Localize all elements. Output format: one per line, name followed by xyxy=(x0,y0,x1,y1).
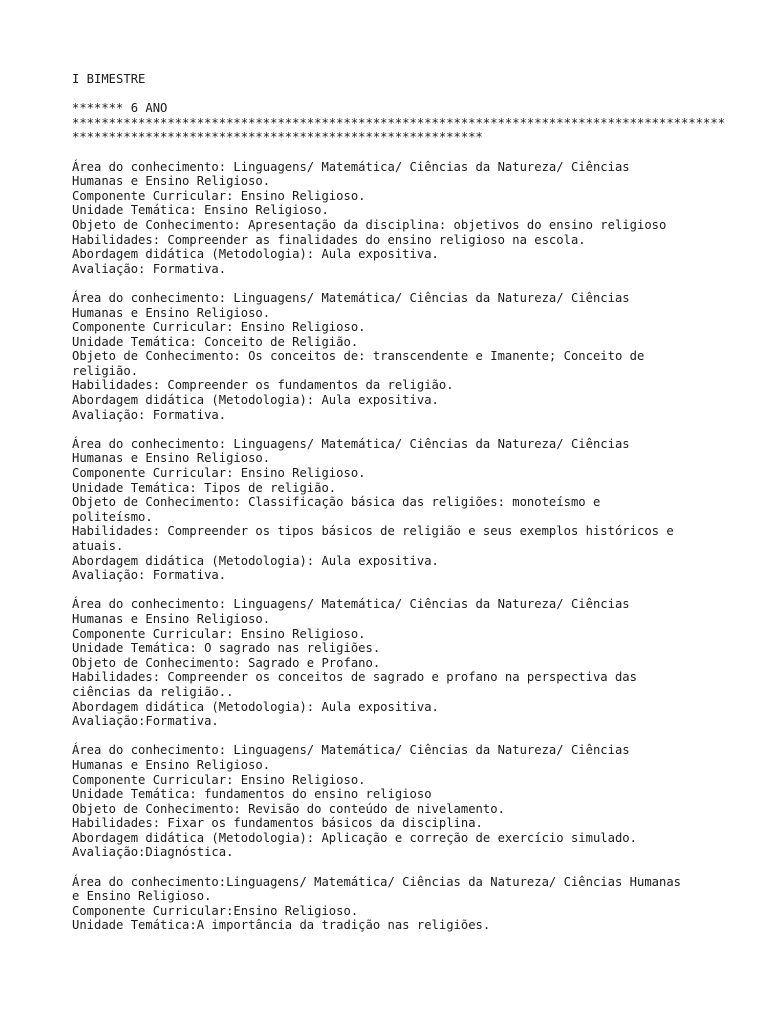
lesson-line: Área do conhecimento: Linguagens/ Matemática/ Ciências da Natureza/ Ciências xyxy=(72,436,630,451)
lesson-block xyxy=(72,160,732,277)
lesson-line: Objeto de Conhecimento: Revisão do conteúdo de nivelamento. xyxy=(72,801,505,816)
lesson-line: Avaliação:Formativa. xyxy=(72,714,219,729)
lesson-line: Objeto de Conhecimento: Classificação básica das religiões: monoteísmo e xyxy=(72,495,601,510)
document-title: I BIMESTRE xyxy=(72,72,146,86)
lesson-line: Objeto de Conhecimento: Sagrado e Profano. xyxy=(72,655,381,670)
lesson-line: Componente Curricular: Ensino Religioso. xyxy=(72,772,366,787)
lesson-block xyxy=(72,743,732,860)
lesson-line: Componente Curricular:Ensino Religioso. xyxy=(72,903,359,918)
lesson-line: Abordagem didática (Metodologia): Aplicação e correção de exercício simulado. xyxy=(72,830,637,845)
lesson-line: Componente Curricular: Ensino Religioso. xyxy=(72,188,366,203)
lesson-line: Abordagem didática (Metodologia): Aula expositiva. xyxy=(72,247,439,262)
lesson-line: Avaliação:Diagnóstica. xyxy=(72,845,234,860)
lesson-line: atuais. xyxy=(72,539,124,553)
lesson-line: Unidade Temática: O sagrado nas religiões. xyxy=(72,641,381,656)
lesson-line: Unidade Temática:A importância da tradição nas religiões. xyxy=(72,918,491,933)
lesson-line: Abordagem didática (Metodologia): Aula expositiva. xyxy=(72,699,439,714)
lesson-line: Humanas e Ensino Religioso. xyxy=(72,305,271,320)
lesson-line: Componente Curricular: Ensino Religioso. xyxy=(72,626,366,641)
lesson-line: Habilidades: Compreender os fundamentos da religião. xyxy=(72,378,454,393)
separator-line: ***************************************************************************************** xyxy=(72,115,726,130)
lesson-line: Área do conhecimento: Linguagens/ Matemática/ Ciências da Natureza/ Ciências xyxy=(72,743,630,758)
lesson-blocks xyxy=(72,160,732,933)
lesson-line: Habilidades: Compreender as finalidades do ensino religioso na escola. xyxy=(72,232,586,247)
lesson-line: Área do conhecimento: Linguagens/ Matemática/ Ciências da Natureza/ Ciências xyxy=(72,290,630,305)
lesson-line: Habilidades: Fixar os fundamentos básicos da disciplina. xyxy=(72,816,483,831)
lesson-line: Unidade Temática: Ensino Religioso. xyxy=(72,203,329,218)
lesson-line: Humanas e Ensino Religioso. xyxy=(72,174,271,189)
lesson-line: Unidade Temática: fundamentos do ensino religioso xyxy=(72,787,432,802)
lesson-line: Abordagem didática (Metodologia): Aula expositiva. xyxy=(72,553,439,568)
grade-heading: ******* 6 ANO xyxy=(72,101,168,116)
document-page xyxy=(72,72,732,933)
lesson-line: Habilidades: Compreender os tipos básicos de religião e seus exemplos históricos e xyxy=(72,524,674,539)
lesson-line: politeísmo. xyxy=(72,509,153,524)
lesson-line: Área do conhecimento: Linguagens/ Matemática/ Ciências da Natureza/ Ciências xyxy=(72,597,630,612)
lesson-line: Área do conhecimento: Linguagens/ Matemática/ Ciências da Natureza/ Ciências xyxy=(72,159,630,174)
lesson-line: Avaliação: Formativa. xyxy=(72,568,227,583)
lesson-block xyxy=(72,437,732,583)
lesson-line: Área do conhecimento:Linguagens/ Matemática/ Ciências da Natureza/ Ciências Humanas xyxy=(72,874,682,889)
lesson-line: Humanas e Ensino Religioso. xyxy=(72,451,271,466)
lesson-line: Avaliação: Formativa. xyxy=(72,261,227,276)
lesson-line: Humanas e Ensino Religioso. xyxy=(72,757,271,772)
lesson-block xyxy=(72,291,732,422)
lesson-line: ciências da religião.. xyxy=(72,684,234,699)
lesson-line: Abordagem didática (Metodologia): Aula expositiva. xyxy=(72,393,439,408)
lesson-line: Unidade Temática: Tipos de religião. xyxy=(72,480,337,495)
separator-line: ******************************************************** xyxy=(72,130,483,145)
lesson-line: Objeto de Conhecimento: Apresentação da disciplina: objetivos do ensino religioso xyxy=(72,217,667,232)
lesson-line: religião. xyxy=(72,363,139,378)
lesson-block xyxy=(72,597,732,728)
lesson-line: Avaliação: Formativa. xyxy=(72,407,227,422)
lesson-line: Objeto de Conhecimento: Os conceitos de: transcendente e Imanente; Conceito de xyxy=(72,349,645,364)
lesson-line: Unidade Temática: Conceito de Religião. xyxy=(72,334,359,349)
lesson-line: e Ensino Religioso. xyxy=(72,889,212,904)
lesson-line: Componente Curricular: Ensino Religioso. xyxy=(72,466,366,481)
lesson-block xyxy=(72,875,732,933)
lesson-line: Componente Curricular: Ensino Religioso. xyxy=(72,320,366,335)
lesson-line: Habilidades: Compreender os conceitos de sagrado e profano na perspectiva das xyxy=(72,670,637,685)
lesson-line: Humanas e Ensino Religioso. xyxy=(72,611,271,626)
